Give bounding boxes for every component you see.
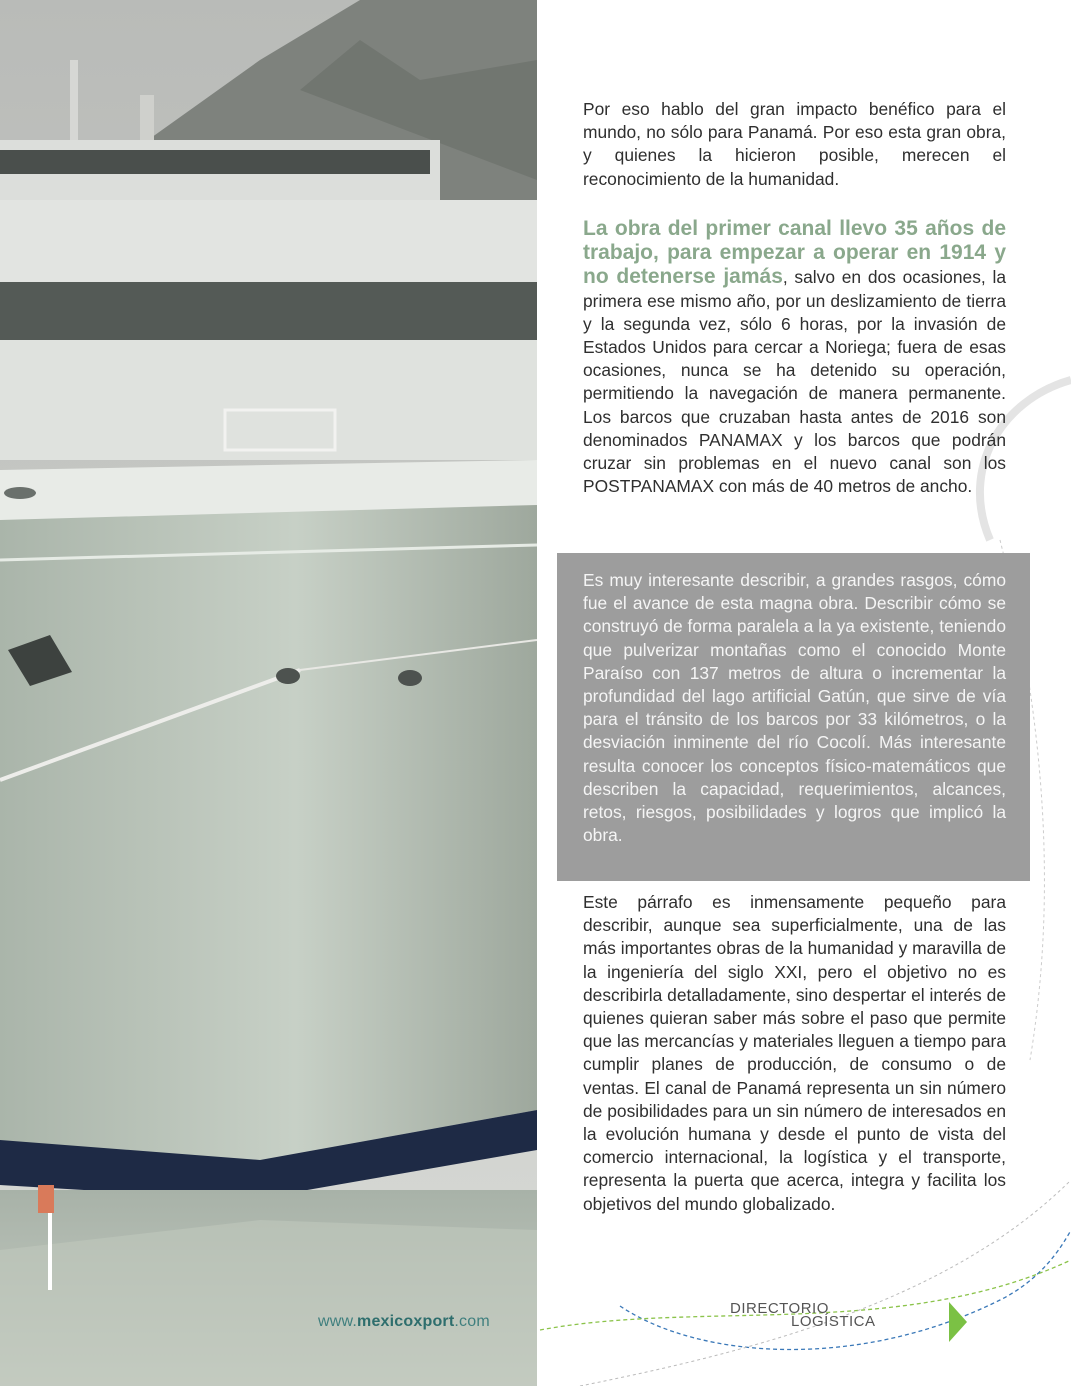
website-link[interactable] xyxy=(318,1313,490,1331)
url-suffix: .com xyxy=(454,1313,490,1330)
paragraph-4-text: Este párrafo es inmensamente pequeño para describir, aunque sea superficialmente, una de las más importantes obras de la humanidad y maravilla de la ingeniería del siglo XXI, pero el objetivo no es describirla detalladamente, sino despertar el interés de quienes quieran saber más sobre el paso que permite que las mercancías y materiales lleguen a tiempo para cumplir planes de producción, de consumo o de ventas. El canal de Panamá representa un sin número de posibilidades para un sin número de interesados en la evolución humana y desde el punto de vista del comercio internacional, la logística y el transporte, representa la puerta que acerca, integra y facilita los objetivos del mundo globalizado. xyxy=(583,892,1006,1214)
paragraph-1-text: Por eso hablo del gran impacto benéfico para el mundo, no sólo para Panamá. Por eso esta gran obra, y quienes la hicieron posible, merecen el reconocimiento de la humanidad. xyxy=(583,99,1006,189)
next-page-arrow-icon[interactable] xyxy=(949,1302,967,1342)
paragraph-2-highlight: La obra del primer canal llevo 35 años de trabajo, para empezar a operar en 1914 y no detenerse jamás xyxy=(583,217,1006,289)
brand-logo-line2: LOGÍSTICA xyxy=(791,1313,876,1330)
paragraph-1 xyxy=(583,98,1006,191)
callout-text: Es muy interesante describir, a grandes rasgos, cómo fue el avance de esta magna obra. Describir cómo se construyó de forma paralela a la ya existente, teniendo que pulverizar montañas como el conocido Monte Paraíso con 137 metros de altura o incrementar la profundidad del lago artificial Gatún, que sirve de vía para el tránsito de los barcos por 33 kilómetros, o la desviación inminente del río Cocolí. Más interesante resulta conocer los conceptos físico-matemáticos que describen la capacidad, requerimientos, alcances, retos, riesgos, posibilidades y logros que implicó la obra. xyxy=(583,570,1006,846)
paragraph-2 xyxy=(583,217,1006,498)
url-prefix: www. xyxy=(318,1313,358,1330)
brand-logo-line1: DIRECTORIO xyxy=(730,1300,829,1317)
paragraph-4 xyxy=(583,891,1006,1216)
callout-box xyxy=(557,553,1030,881)
paragraph-2-text: , salvo en dos ocasiones, la primera ese mismo año, por un deslizamiento de tierra y la segunda vez, sólo 6 horas, por la invasión de Estados Unidos para cercar a Noriega; fuera de esas ocasiones, nunca se ha detenido su operación, permitiendo la navegación de manera permanente. Los barcos que cruzaban hasta antes de 2016 son denominados PANAMAX y los barcos que podrán cruzar sin problemas en el nuevo canal son los POSTPANAMAX con más de 40 metros de ancho. xyxy=(583,267,1006,497)
url-domain: mexicoxport xyxy=(357,1313,455,1330)
